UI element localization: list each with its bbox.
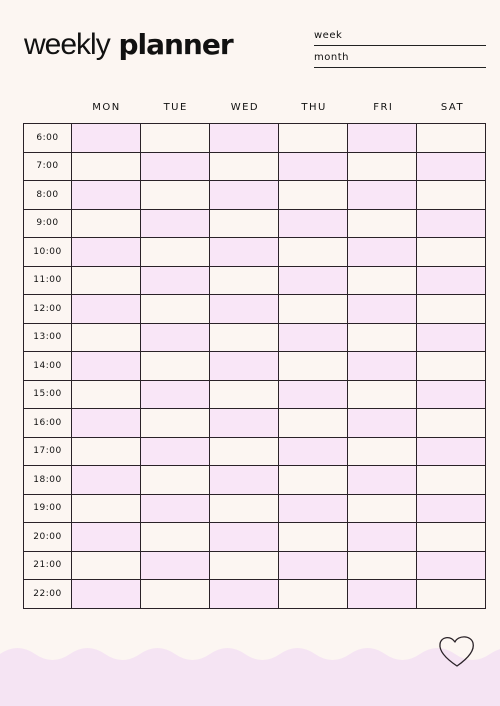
time-label: 15:00: [24, 380, 72, 409]
slot-mon[interactable]: [72, 466, 141, 495]
slot-tue[interactable]: [141, 209, 210, 238]
time-label: 20:00: [24, 523, 72, 552]
slot-wed[interactable]: [210, 295, 279, 324]
slot-thu[interactable]: [279, 494, 348, 523]
slot-tue[interactable]: [141, 295, 210, 324]
slot-fri[interactable]: [348, 152, 417, 181]
slot-fri[interactable]: [348, 295, 417, 324]
slot-wed[interactable]: [210, 523, 279, 552]
slot-mon[interactable]: [72, 409, 141, 438]
slot-mon[interactable]: [72, 181, 141, 210]
slot-sat[interactable]: [417, 580, 486, 609]
slot-thu[interactable]: [279, 323, 348, 352]
slot-thu[interactable]: [279, 238, 348, 267]
time-label: 16:00: [24, 409, 72, 438]
slot-mon[interactable]: [72, 380, 141, 409]
time-row: [24, 580, 486, 609]
slot-sat[interactable]: [417, 523, 486, 552]
day-header-wed: WED: [230, 102, 260, 113]
time-row: [24, 466, 486, 495]
title-light: weekly: [24, 28, 110, 61]
slot-sat[interactable]: [417, 551, 486, 580]
slot-mon[interactable]: [72, 523, 141, 552]
slot-sat[interactable]: [417, 466, 486, 495]
time-row: [24, 209, 486, 238]
slot-fri[interactable]: [348, 551, 417, 580]
slot-wed[interactable]: [210, 437, 279, 466]
time-row: [24, 124, 486, 153]
wave-decoration: [0, 646, 500, 706]
schedule-grid: [23, 123, 486, 609]
slot-thu[interactable]: [279, 181, 348, 210]
slot-thu[interactable]: [279, 209, 348, 238]
slot-thu[interactable]: [279, 466, 348, 495]
slot-sat[interactable]: [417, 323, 486, 352]
slot-fri[interactable]: [348, 352, 417, 381]
time-row: [24, 551, 486, 580]
slot-fri[interactable]: [348, 494, 417, 523]
slot-tue[interactable]: [141, 181, 210, 210]
slot-tue[interactable]: [141, 124, 210, 153]
time-label: 17:00: [24, 437, 72, 466]
slot-sat[interactable]: [417, 152, 486, 181]
day-header-fri: FRI: [373, 102, 394, 113]
slot-fri[interactable]: [348, 124, 417, 153]
slot-mon[interactable]: [72, 437, 141, 466]
time-row: [24, 523, 486, 552]
slot-mon[interactable]: [72, 551, 141, 580]
slot-sat[interactable]: [417, 352, 486, 381]
slot-mon[interactable]: [72, 238, 141, 267]
time-label: 21:00: [24, 551, 72, 580]
slot-sat[interactable]: [417, 295, 486, 324]
slot-thu[interactable]: [279, 551, 348, 580]
slot-tue[interactable]: [141, 409, 210, 438]
slot-wed[interactable]: [210, 238, 279, 267]
slot-sat[interactable]: [417, 124, 486, 153]
time-label: 19:00: [24, 494, 72, 523]
slot-thu[interactable]: [279, 152, 348, 181]
slot-fri[interactable]: [348, 437, 417, 466]
time-row: [24, 352, 486, 381]
slot-tue[interactable]: [141, 494, 210, 523]
slot-tue[interactable]: [141, 323, 210, 352]
time-row: [24, 295, 486, 324]
time-label: 10:00: [24, 238, 72, 267]
time-row: [24, 238, 486, 267]
slot-mon[interactable]: [72, 580, 141, 609]
slot-sat[interactable]: [417, 266, 486, 295]
slot-fri[interactable]: [348, 523, 417, 552]
slot-thu[interactable]: [279, 580, 348, 609]
slot-sat[interactable]: [417, 409, 486, 438]
slot-mon[interactable]: [72, 352, 141, 381]
slot-tue[interactable]: [141, 266, 210, 295]
time-label: 8:00: [24, 181, 72, 210]
slot-tue[interactable]: [141, 437, 210, 466]
slot-fri[interactable]: [348, 380, 417, 409]
slot-thu[interactable]: [279, 352, 348, 381]
slot-wed[interactable]: [210, 466, 279, 495]
slot-tue[interactable]: [141, 551, 210, 580]
time-label: 14:00: [24, 352, 72, 381]
slot-mon[interactable]: [72, 494, 141, 523]
slot-sat[interactable]: [417, 238, 486, 267]
slot-wed[interactable]: [210, 209, 279, 238]
time-row: [24, 323, 486, 352]
slot-thu[interactable]: [279, 437, 348, 466]
slot-tue[interactable]: [141, 352, 210, 381]
time-label: 11:00: [24, 266, 72, 295]
slot-wed[interactable]: [210, 494, 279, 523]
slot-fri[interactable]: [348, 266, 417, 295]
slot-tue[interactable]: [141, 466, 210, 495]
time-row: [24, 494, 486, 523]
slot-tue[interactable]: [141, 523, 210, 552]
slot-mon[interactable]: [72, 209, 141, 238]
time-label: 6:00: [24, 124, 72, 153]
slot-wed[interactable]: [210, 181, 279, 210]
slot-fri[interactable]: [348, 323, 417, 352]
slot-wed[interactable]: [210, 124, 279, 153]
slot-wed[interactable]: [210, 409, 279, 438]
slot-fri[interactable]: [348, 209, 417, 238]
slot-sat[interactable]: [417, 181, 486, 210]
page-title: [24, 30, 233, 60]
slot-mon[interactable]: [72, 266, 141, 295]
time-row: [24, 380, 486, 409]
slot-fri[interactable]: [348, 580, 417, 609]
slot-sat[interactable]: [417, 209, 486, 238]
slot-mon[interactable]: [72, 295, 141, 324]
day-header-sat: SAT: [440, 102, 465, 113]
slot-thu[interactable]: [279, 124, 348, 153]
slot-sat[interactable]: [417, 380, 486, 409]
time-row: [24, 409, 486, 438]
time-row: [24, 152, 486, 181]
day-header-mon: MON: [92, 102, 121, 113]
time-label: 13:00: [24, 323, 72, 352]
time-row: [24, 266, 486, 295]
slot-wed[interactable]: [210, 352, 279, 381]
slot-thu[interactable]: [279, 409, 348, 438]
day-header-thu: THU: [301, 102, 327, 113]
slot-thu[interactable]: [279, 266, 348, 295]
slot-mon[interactable]: [72, 323, 141, 352]
slot-fri[interactable]: [348, 238, 417, 267]
slot-wed[interactable]: [210, 380, 279, 409]
time-label: 12:00: [24, 295, 72, 324]
slot-wed[interactable]: [210, 266, 279, 295]
time-label: 18:00: [24, 466, 72, 495]
slot-wed[interactable]: [210, 551, 279, 580]
month-label: month: [314, 52, 349, 63]
slot-fri[interactable]: [348, 409, 417, 438]
slot-tue[interactable]: [141, 580, 210, 609]
slot-wed[interactable]: [210, 152, 279, 181]
slot-thu[interactable]: [279, 380, 348, 409]
slot-fri[interactable]: [348, 181, 417, 210]
title-bold: planner: [118, 28, 233, 61]
heart-icon: [437, 634, 477, 668]
month-field[interactable]: [314, 53, 486, 68]
day-header-tue: TUE: [163, 102, 188, 113]
time-row: [24, 181, 486, 210]
time-row: [24, 437, 486, 466]
time-label: 7:00: [24, 152, 72, 181]
slot-mon[interactable]: [72, 152, 141, 181]
slot-wed[interactable]: [210, 323, 279, 352]
week-field[interactable]: [314, 31, 486, 46]
slot-sat[interactable]: [417, 437, 486, 466]
time-label: 9:00: [24, 209, 72, 238]
slot-fri[interactable]: [348, 466, 417, 495]
slot-wed[interactable]: [210, 580, 279, 609]
slot-thu[interactable]: [279, 523, 348, 552]
slot-sat[interactable]: [417, 494, 486, 523]
week-label: week: [314, 30, 343, 41]
slot-thu[interactable]: [279, 295, 348, 324]
slot-tue[interactable]: [141, 238, 210, 267]
time-label: 22:00: [24, 580, 72, 609]
slot-tue[interactable]: [141, 152, 210, 181]
slot-tue[interactable]: [141, 380, 210, 409]
slot-mon[interactable]: [72, 124, 141, 153]
